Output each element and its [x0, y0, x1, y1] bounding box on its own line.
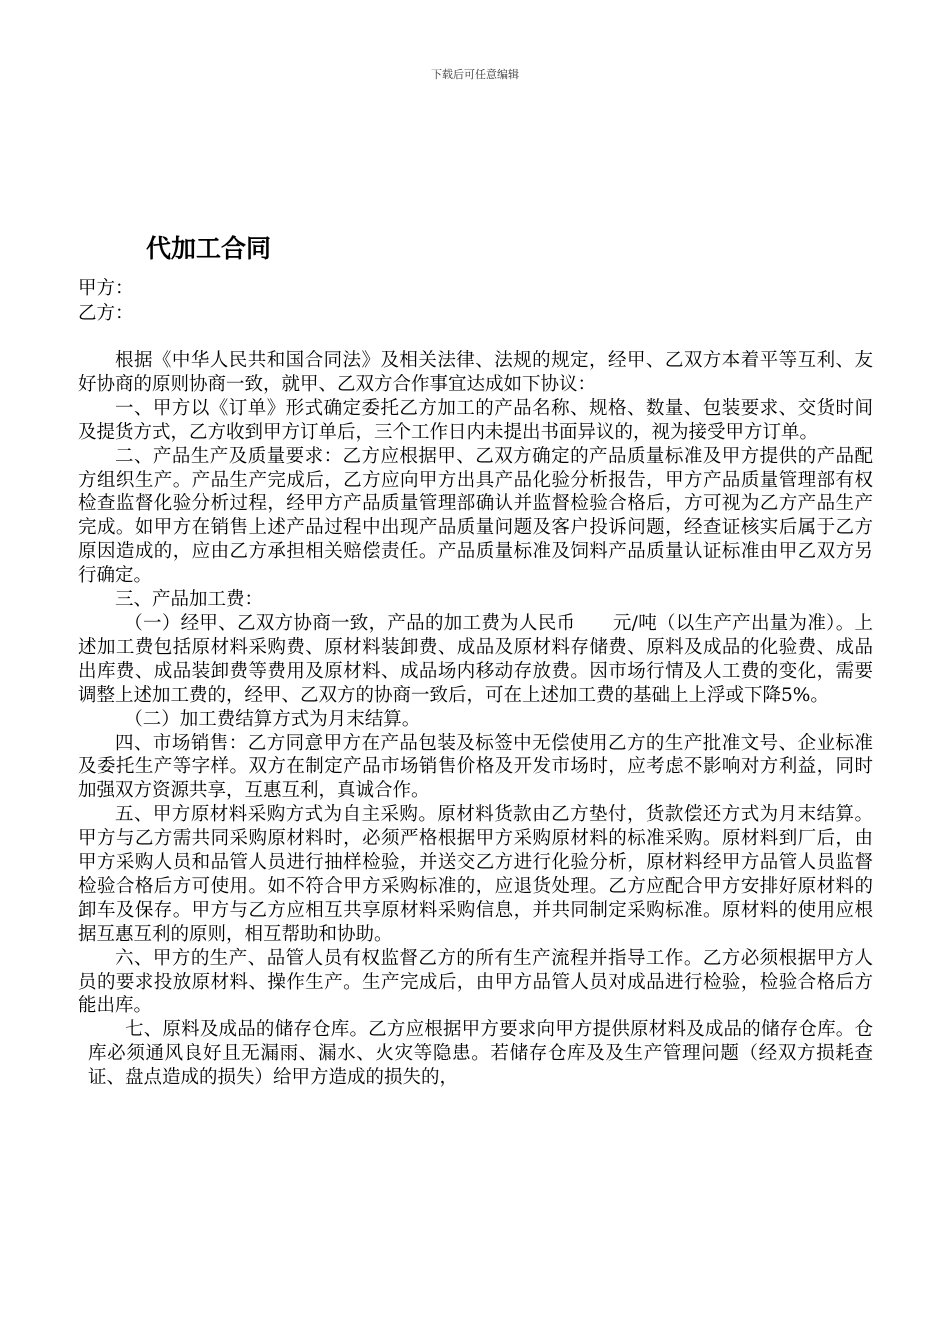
clause-3-heading: 三、产品加工费：	[115, 589, 264, 611]
party-b-label: 乙方：	[78, 303, 134, 324]
clause-3-2-paragraph: （二）加工费结算方式为月末结算。	[124, 708, 421, 730]
party-block	[78, 276, 878, 326]
clause-1-paragraph: 一、甲方以《订单》形式确定委托乙方加工的产品名称、规格、数量、包装要求、交货时间及提货方式，乙方收到甲方订单后，三个工作日内未提出书面异议的，视为接受甲方订单。	[78, 397, 873, 443]
clause-2-paragraph: 二、产品生产及质量要求：乙方应根据甲、乙双方确定的产品质量标准及甲方提供的产品配方组织生产。产品生产完成后，乙方应向甲方出具产品化验分析报告，甲方产品质量管理部有权检查监督化验分析过程，经甲方产品质量管理部确认并监督检验合格后，方可视为乙方产品生产完成。如甲方在销售上述产品过程中出现产品质量问题及客户投诉问题，经查证核实后属于乙方原因造成的，应由乙方承担相关赔偿责任。产品质量标准及饲料产品质量认证标准由甲乙双方另行确定。	[78, 445, 873, 587]
clause-6-paragraph: 六、甲方的生产、品管人员有权监督乙方的所有生产流程并指导工作。乙方必须根据甲方人员的要求投放原材料、操作生产。生产完成后，由甲方品管人员对成品进行检验，检验合格后方能出库。	[78, 947, 873, 1017]
clause-3-1-paragraph: （一）经甲、乙双方协商一致，产品的加工费为人民币 元/吨（以生产产出量为准）。上述加工费包括原材料采购费、原材料装卸费、成品及原材料存储费、原料及成品的化验费、成品出库费、成品装卸费等费用及原材料、成品场内移动存放费。因市场行情及人工费的变化，需要调整上述加工费的，经甲、乙双方的协商一致后，可在上述加工费的基础上上浮或下降5%。	[78, 612, 873, 706]
clause-7-paragraph: 七、原料及成品的储存仓库。乙方应根据甲方要求向甲方提供原材料及成品的储存仓库。仓库必须通风良好且无漏雨、漏水、火灾等隐患。若储存仓库及及生产管理问题（经双方损耗查证、盘点造成的损失）给甲方造成的损失的，	[88, 1019, 873, 1089]
header-note: 下载后可任意编辑	[431, 68, 519, 81]
contract-body	[78, 349, 873, 1090]
preamble-paragraph: 根据《中华人民共和国合同法》及相关法律、法规的规定，经甲、乙双方本着平等互利、友好协商的原则协商一致，就甲、乙双方合作事宜达成如下协议：	[78, 350, 873, 395]
document-title: 代加工合同	[146, 234, 272, 263]
clause-4-paragraph: 四、市场销售：乙方同意甲方在产品包装及标签中无偿使用乙方的生产批准文号、企业标准及委托生产等字样。双方在制定产品市场销售价格及开发市场时，应考虑不影响对方利益，同时加强双方资源共享，互惠互利，真诚合作。	[78, 732, 873, 802]
party-a-label: 甲方：	[78, 278, 134, 299]
clause-5-paragraph: 五、甲方原材料采购方式为自主采购。原材料货款由乙方垫付，货款偿还方式为月末结算。甲方与乙方需共同采购原材料时，必须严格根据甲方采购原材料的标准采购。原材料到厂后，由甲方采购人员和品管人员进行抽样检验，并送交乙方进行化验分析，原材料经甲方品管人员监督检验合格后方可使用。如不符合甲方采购标准的，应退货处理。乙方应配合甲方安排好原材料的卸车及保存。甲方与乙方应相互共享原材料采购信息，并共同制定采购标准。原材料的使用应根据互惠互利的原则，相互帮助和协助。	[78, 804, 873, 945]
